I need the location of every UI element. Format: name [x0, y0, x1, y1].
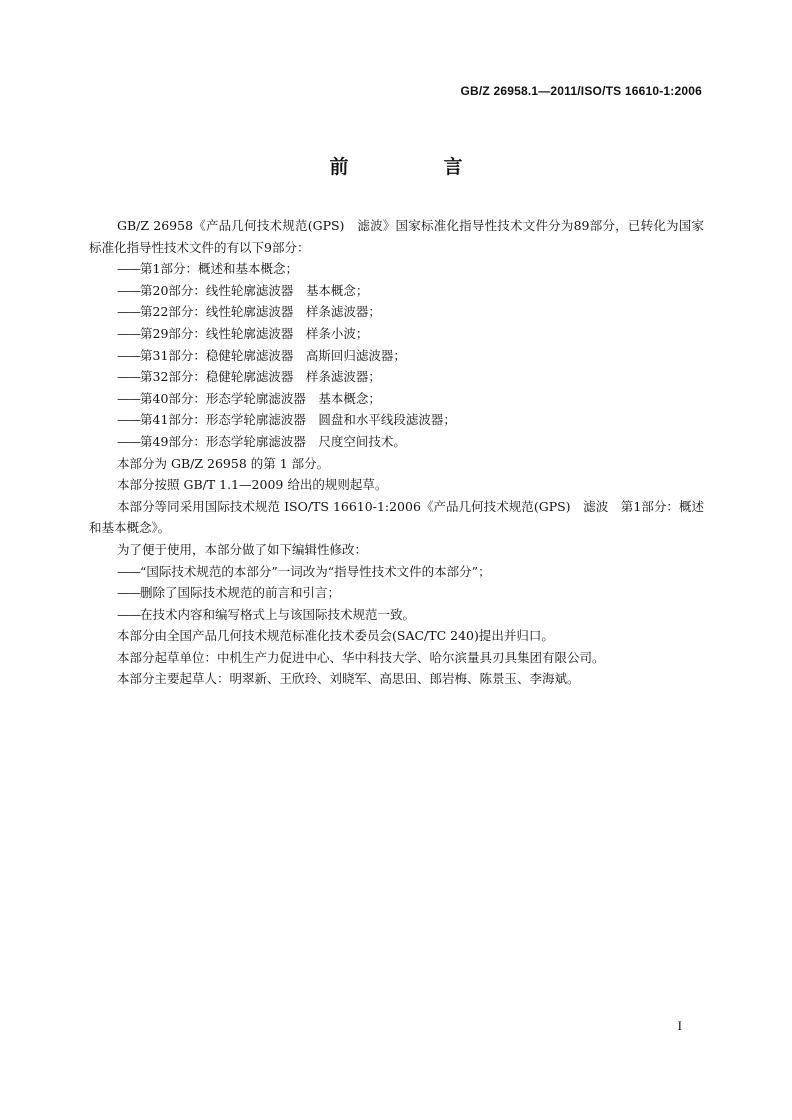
- drafters-paragraph: 本部分主要起草人：明翠新、王欣玲、刘晓军、高思田、郎岩梅、陈景玉、李海斌。: [117, 671, 580, 687]
- list-item: ——“国际技术规范的本部分”一词改为“指导性技术文件的本部分”；: [117, 563, 491, 579]
- list-item: ——第29部分：线性轮廓滤波器 样条小波；: [117, 325, 369, 341]
- list-item: ——在技术内容和编写格式上与该国际技术规范一致。: [117, 606, 416, 622]
- list-item: ——删除了国际技术规范的前言和引言；: [117, 585, 341, 601]
- parts-list: [89, 258, 704, 452]
- document-body: [89, 215, 704, 690]
- standard-code-header: GB/Z 26958.1—2011/ISO/TS 16610-1:2006: [460, 84, 702, 98]
- page-number: I: [677, 1018, 682, 1033]
- list-item: ——第41部分：形态学轮廓滤波器 圆盘和水平线段滤波器；: [117, 412, 456, 428]
- list-item: ——第20部分：线性轮廓滤波器 基本概念；: [117, 282, 369, 298]
- equivalence-paragraph: 本部分等同采用国际技术规范 ISO/TS 16610-1:2006《产品几何技术规范(GPS) 滤波 第1部分：概述和基本概念》。: [89, 498, 704, 536]
- list-item: ——第22部分：线性轮廓滤波器 样条滤波器；: [117, 304, 381, 320]
- drafting-units-paragraph: 本部分起草单位：中机生产力促进中心、华中科技大学、哈尔滨量具刃具集团有限公司。: [117, 649, 605, 665]
- list-item: ——第1部分：概述和基本概念；: [117, 261, 298, 277]
- edits-list: [89, 561, 704, 626]
- drafting-rules-paragraph: 本部分按照 GB/T 1.1—2009 给出的规则起草。: [117, 477, 388, 493]
- part-of-paragraph: 本部分为 GB/Z 26958 的第 1 部分。: [117, 455, 330, 471]
- list-item: ——第40部分：形态学轮廓滤波器 基本概念；: [117, 390, 381, 406]
- page-title: 前 言: [329, 156, 501, 178]
- list-item: ——第49部分：形态学轮廓滤波器 尺度空间技术。: [117, 433, 406, 449]
- list-item: ——第31部分：稳健轮廓滤波器 高斯回归滤波器；: [117, 347, 406, 363]
- edits-intro-paragraph: 为了便于使用，本部分做了如下编辑性修改：: [117, 541, 368, 557]
- intro-paragraph: GB/Z 26958《产品几何技术规范(GPS) 滤波》国家标准化指导性技术文件分为89部分，已转化为国家标准化指导性技术文件的有以下9部分：: [89, 218, 704, 255]
- list-item: ——第32部分：稳健轮廓滤波器 样条滤波器；: [117, 369, 381, 385]
- proposed-by-paragraph: 本部分由全国产品几何技术规范标准化技术委员会(SAC/TC 240)提出并归口。: [117, 628, 554, 644]
